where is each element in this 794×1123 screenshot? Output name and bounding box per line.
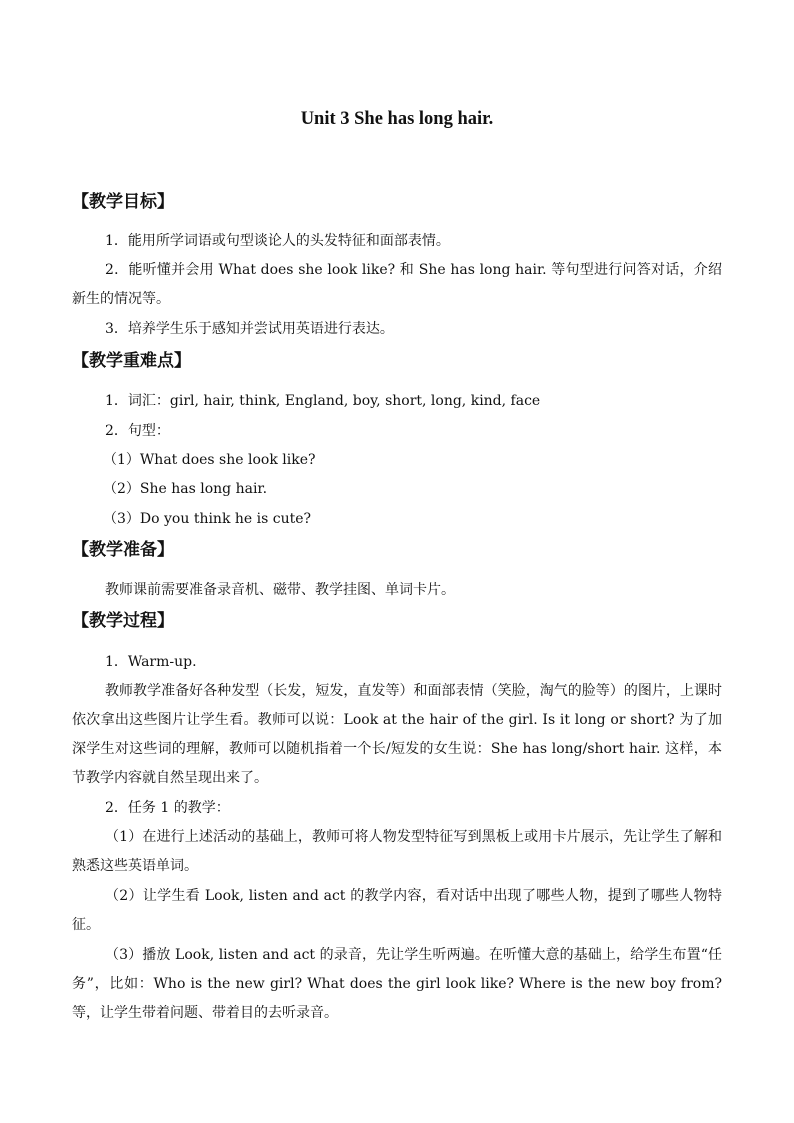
document-title: Unit 3 She has long hair. xyxy=(300,109,494,129)
section-heading-key-points: 【教学重难点】 xyxy=(72,351,191,371)
paragraph: 2．能听懂并会用 What does she look like? 和 She has long hair. 等句型进行问答对话，介绍新生的情况等。 xyxy=(72,262,722,307)
paragraph: 教师教学准备好各种发型（长发，短发，直发等）和面部表情（笑脸，淘气的脸等）的图片，上课时依次拿出这些图片让学生看。教师可以说：Look at the hair of the girl. Is it long or short? 为了加深学生对这些词的理解，教师可以随机指着一个长/短发的女生说：She has long/short hair. 这样，本节教学内容就自然呈现出来了。 xyxy=(72,683,722,786)
paragraph: （2）She has long hair. xyxy=(103,481,268,497)
paragraph: 2．任务 1 的教学： xyxy=(105,800,230,816)
section-heading-preparation: 【教学准备】 xyxy=(72,540,174,560)
section-heading-process: 【教学过程】 xyxy=(72,611,174,631)
paragraph: （2）让学生看 Look, listen and act 的教学内容，看对话中出现了哪些人物，提到了哪些人物特征。 xyxy=(72,888,722,933)
paragraph: （3）Do you think he is cute? xyxy=(103,511,312,527)
paragraph: 1．能用所学词语或句型谈论人的头发特征和面部表情。 xyxy=(105,233,450,249)
paragraph: 2．句型： xyxy=(105,423,170,439)
paragraph: （3）播放 Look, listen and act 的录音，先让学生听两遍。在听懂大意的基础上，给学生布置“任务”，比如：Who is the new girl? What does the girl look like? Where is the new boy from? 等，让学生带着问题、带着目的去听录音。 xyxy=(72,947,722,1021)
paragraph: （1）What does she look like? xyxy=(103,452,316,468)
paragraph: （1）在进行上述活动的基础上，教师可将人物发型特征写到黑板上或用卡片展示，先让学生了解和熟悉这些英语单词。 xyxy=(72,829,722,874)
paragraph: 1．Warm-up. xyxy=(105,654,197,670)
paragraph: 1．词汇：girl, hair, think, England, boy, short, long, kind, face xyxy=(105,393,541,409)
paragraph: 3．培养学生乐于感知并尝试用英语进行表达。 xyxy=(105,321,394,337)
paragraph: 教师课前需要准备录音机、磁带、教学挂图、单词卡片。 xyxy=(105,582,455,598)
section-heading-objectives: 【教学目标】 xyxy=(72,192,174,212)
